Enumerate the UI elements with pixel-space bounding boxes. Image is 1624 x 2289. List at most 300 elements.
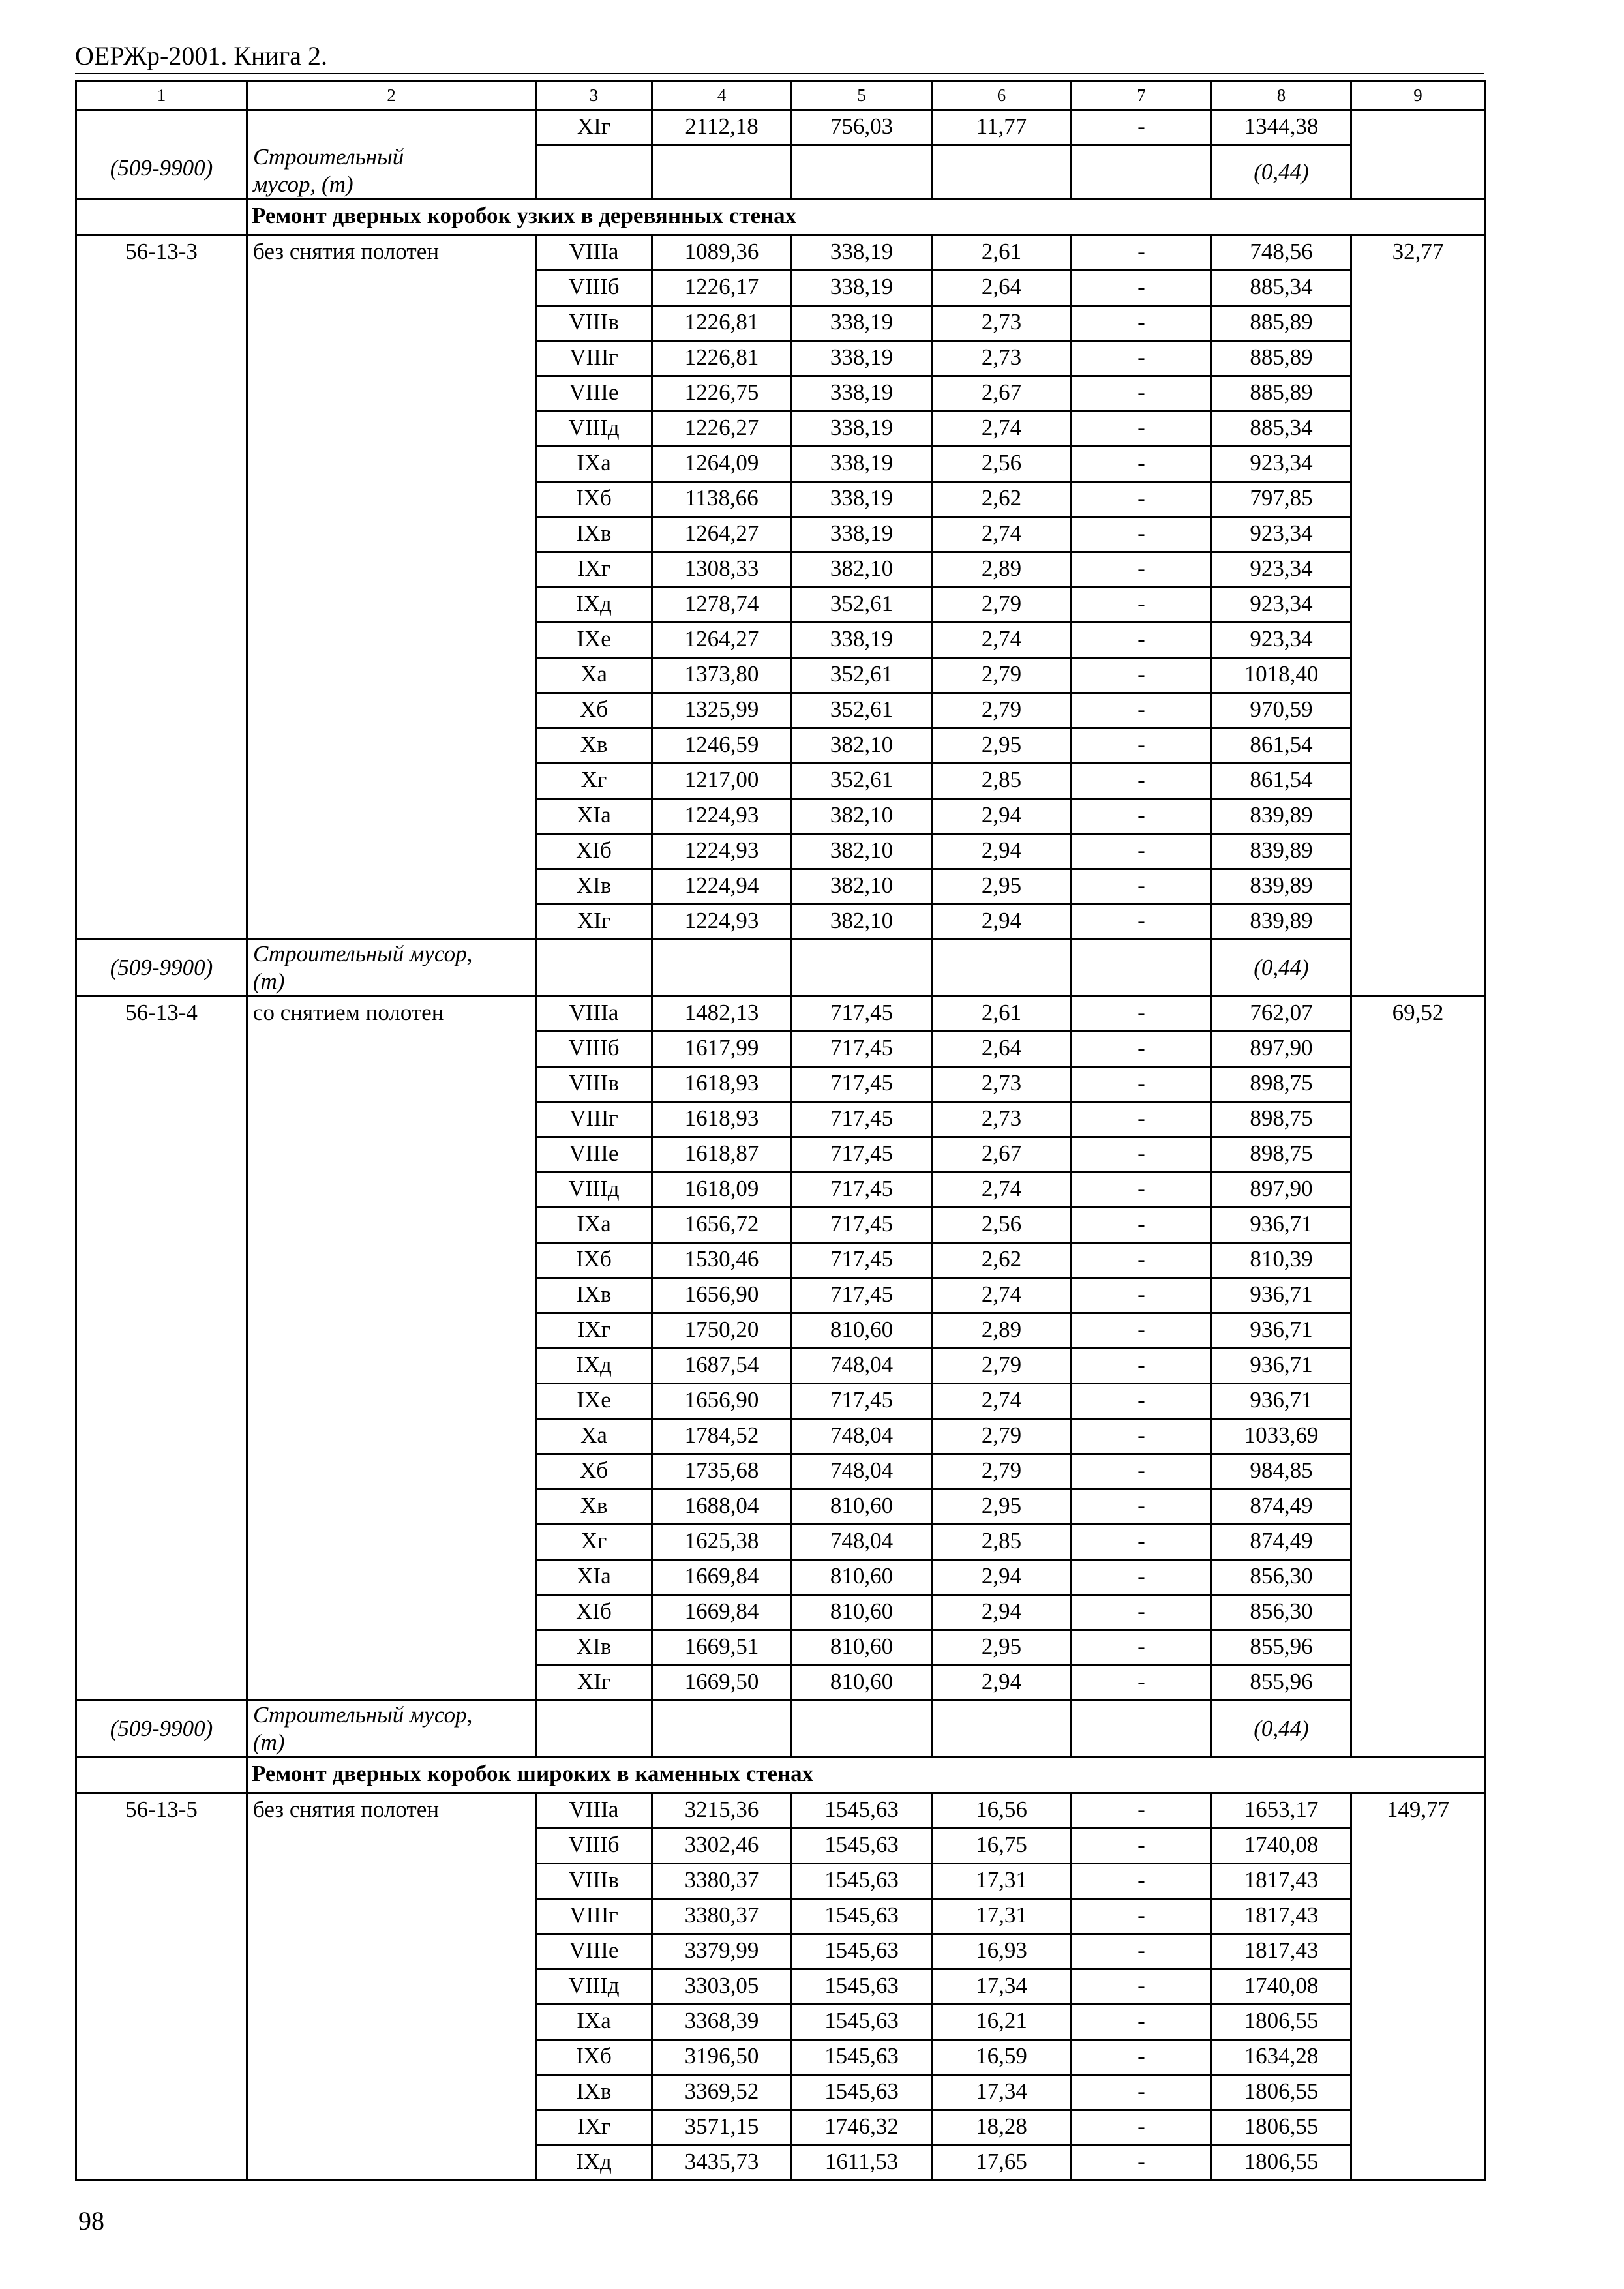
value-cell: - — [1072, 1384, 1212, 1419]
value-cell: 1806,55 — [1212, 2110, 1351, 2146]
value-cell: 1735,68 — [652, 1454, 792, 1489]
value-cell: 17,34 — [932, 2075, 1072, 2110]
value-cell: 3369,52 — [652, 2075, 792, 2110]
value-cell: 923,34 — [1212, 623, 1351, 658]
value-cell — [1072, 940, 1212, 996]
value-cell: 923,34 — [1212, 588, 1351, 623]
value-cell: - — [1072, 1489, 1212, 1525]
zone-cell: IXв — [536, 2075, 652, 2110]
value-cell: 1545,63 — [792, 1969, 932, 2005]
waste-row — [76, 940, 1485, 996]
zone-cell: Xа — [536, 1419, 652, 1454]
value-cell: 839,89 — [1212, 869, 1351, 905]
value-cell: 897,90 — [1212, 1032, 1351, 1067]
value-cell: 16,56 — [932, 1793, 1072, 1829]
value-cell: 352,61 — [792, 693, 932, 728]
value-cell: 338,19 — [792, 447, 932, 482]
waste-code: (509-9900) — [76, 940, 247, 996]
value-cell: 2112,18 — [652, 110, 792, 145]
value-cell: 17,34 — [932, 1969, 1072, 2005]
value-cell: - — [1072, 376, 1212, 411]
value-cell — [932, 940, 1072, 996]
value-cell: 2,61 — [932, 235, 1072, 271]
value-cell: 1656,90 — [652, 1384, 792, 1419]
value-cell: 1656,90 — [652, 1278, 792, 1313]
value-cell: 936,71 — [1212, 1313, 1351, 1349]
value-cell: 2,94 — [932, 799, 1072, 834]
value-cell: 2,61 — [932, 996, 1072, 1032]
zone-cell: Xг — [536, 1525, 652, 1560]
value-cell: 885,89 — [1212, 341, 1351, 376]
value-cell: 839,89 — [1212, 799, 1351, 834]
value-cell: 839,89 — [1212, 905, 1351, 940]
value-cell: 1482,13 — [652, 996, 792, 1032]
value-cell: - — [1072, 482, 1212, 517]
value-cell: 2,73 — [932, 341, 1072, 376]
value-cell: 2,73 — [932, 1067, 1072, 1102]
value-cell: 1750,20 — [652, 1313, 792, 1349]
value-cell: 1226,27 — [652, 411, 792, 447]
value-cell: 16,21 — [932, 2005, 1072, 2040]
value-cell: 1618,09 — [652, 1173, 792, 1208]
rate-description: без снятия полотен — [247, 235, 536, 940]
value-cell: 885,89 — [1212, 306, 1351, 341]
value-cell: 810,60 — [792, 1595, 932, 1630]
value-cell: 3302,46 — [652, 1829, 792, 1864]
value-cell: - — [1072, 693, 1212, 728]
zone-cell: VIIIв — [536, 306, 652, 341]
value-cell: 810,60 — [792, 1560, 932, 1595]
value-cell: 382,10 — [792, 728, 932, 764]
rate-description: без снятия полотен — [247, 1793, 536, 2181]
value-cell: 1530,46 — [652, 1243, 792, 1278]
price-cell-empty — [1351, 110, 1485, 200]
value-cell: 936,71 — [1212, 1384, 1351, 1419]
value-cell — [652, 940, 792, 996]
value-cell: 2,79 — [932, 1349, 1072, 1384]
value-cell: 2,67 — [932, 1137, 1072, 1173]
value-cell: 1634,28 — [1212, 2040, 1351, 2075]
value-cell: 2,56 — [932, 447, 1072, 482]
value-cell: 1669,84 — [652, 1595, 792, 1630]
value-cell: 1545,63 — [792, 1864, 932, 1899]
value-cell: 2,73 — [932, 306, 1072, 341]
zone-cell: VIIIе — [536, 376, 652, 411]
header-rule — [75, 73, 1484, 74]
value-cell: 856,30 — [1212, 1560, 1351, 1595]
value-cell: 17,31 — [932, 1864, 1072, 1899]
value-cell: 2,74 — [932, 1384, 1072, 1419]
zone-cell: IXв — [536, 1278, 652, 1313]
table-body — [76, 81, 1485, 2181]
value-cell: 797,85 — [1212, 482, 1351, 517]
value-cell: 762,07 — [1212, 996, 1351, 1032]
value-cell: - — [1072, 1525, 1212, 1560]
value-cell: 352,61 — [792, 588, 932, 623]
value-cell: 861,54 — [1212, 764, 1351, 799]
waste-name: Строительный мусор, (т) — [247, 1701, 536, 1758]
value-cell: - — [1072, 1969, 1212, 2005]
value-cell: - — [1072, 1666, 1212, 1701]
column-number: 8 — [1212, 81, 1351, 110]
value-cell: 2,85 — [932, 764, 1072, 799]
value-cell: 2,56 — [932, 1208, 1072, 1243]
value-cell: 2,64 — [932, 1032, 1072, 1067]
value-cell: 382,10 — [792, 552, 932, 588]
zone-cell: VIIIв — [536, 1864, 652, 1899]
value-cell: 855,96 — [1212, 1666, 1351, 1701]
value-cell: - — [1072, 1173, 1212, 1208]
value-cell: 2,89 — [932, 552, 1072, 588]
value-cell: - — [1072, 905, 1212, 940]
value-cell: 2,94 — [932, 834, 1072, 869]
value-cell: 17,31 — [932, 1899, 1072, 1934]
value-cell: - — [1072, 1243, 1212, 1278]
value-cell: - — [1072, 869, 1212, 905]
table-row — [76, 235, 1485, 271]
value-cell: 717,45 — [792, 1384, 932, 1419]
value-cell — [932, 145, 1072, 200]
value-cell: 382,10 — [792, 834, 932, 869]
value-cell: 338,19 — [792, 482, 932, 517]
value-cell: 16,75 — [932, 1829, 1072, 1864]
rate-code: 56-13-3 — [76, 235, 247, 940]
value-cell: 2,67 — [932, 376, 1072, 411]
zone-cell: VIIIб — [536, 1829, 652, 1864]
zone-cell: VIIIе — [536, 1137, 652, 1173]
zone-cell: IXд — [536, 588, 652, 623]
column-number: 3 — [536, 81, 652, 110]
value-cell: 748,04 — [792, 1419, 932, 1454]
value-cell: 338,19 — [792, 411, 932, 447]
value-cell: 885,34 — [1212, 271, 1351, 306]
zone-cell: IXа — [536, 2005, 652, 2040]
value-cell: 984,85 — [1212, 1454, 1351, 1489]
value-cell: 2,89 — [932, 1313, 1072, 1349]
value-cell: 3435,73 — [652, 2146, 792, 2181]
value-cell: 748,56 — [1212, 235, 1351, 271]
value-cell: - — [1072, 1102, 1212, 1137]
value-cell: 2,95 — [932, 1630, 1072, 1666]
value-cell: 1618,93 — [652, 1102, 792, 1137]
value-cell: 1817,43 — [1212, 1864, 1351, 1899]
section-title: Ремонт дверных коробок широких в каменных стенах — [247, 1758, 1485, 1793]
value-cell: 3215,36 — [652, 1793, 792, 1829]
value-cell: 1740,08 — [1212, 1829, 1351, 1864]
price-cell: 149,77 — [1351, 1793, 1485, 2181]
value-cell: 923,34 — [1212, 552, 1351, 588]
zone-cell: XIв — [536, 1630, 652, 1666]
value-cell: - — [1072, 411, 1212, 447]
value-cell: - — [1072, 1313, 1212, 1349]
section-spacer — [76, 1758, 247, 1793]
value-cell: 352,61 — [792, 764, 932, 799]
value-cell: 1226,81 — [652, 341, 792, 376]
zone-cell: Xв — [536, 1489, 652, 1525]
value-cell: 2,62 — [932, 1243, 1072, 1278]
value-cell: 2,94 — [932, 905, 1072, 940]
value-cell: 11,77 — [932, 110, 1072, 145]
value-cell: - — [1072, 588, 1212, 623]
value-cell: 717,45 — [792, 1032, 932, 1067]
value-cell: - — [1072, 306, 1212, 341]
value-cell: 1264,27 — [652, 623, 792, 658]
code-cell-empty — [76, 110, 247, 200]
value-cell: 1033,69 — [1212, 1419, 1351, 1454]
value-cell: - — [1072, 1595, 1212, 1630]
zone-cell: VIIIд — [536, 411, 652, 447]
column-number: 6 — [932, 81, 1072, 110]
value-cell: 1611,53 — [792, 2146, 932, 2181]
value-cell: 352,61 — [792, 658, 932, 693]
zone-cell: VIIIб — [536, 1032, 652, 1067]
waste-code: (509-9900) — [76, 1701, 247, 1758]
value-cell: - — [1072, 1032, 1212, 1067]
value-cell — [792, 145, 932, 200]
desc-cell-empty — [247, 110, 536, 200]
value-cell: 1226,17 — [652, 271, 792, 306]
value-cell: - — [1072, 1454, 1212, 1489]
column-number: 4 — [652, 81, 792, 110]
value-cell: - — [1072, 1137, 1212, 1173]
value-cell: - — [1072, 1793, 1212, 1829]
zone-cell: VIIIа — [536, 235, 652, 271]
value-cell: 2,73 — [932, 1102, 1072, 1137]
zone-cell: IXа — [536, 1208, 652, 1243]
value-cell: 2,74 — [932, 1278, 1072, 1313]
zone-cell: IXг — [536, 2110, 652, 2146]
value-cell: 1687,54 — [652, 1349, 792, 1384]
value-cell: - — [1072, 1934, 1212, 1969]
value-cell: - — [1072, 834, 1212, 869]
value-cell: 1278,74 — [652, 588, 792, 623]
zone-cell: XIг — [536, 1666, 652, 1701]
waste-value: (0,44) — [1212, 145, 1351, 200]
value-cell: 810,60 — [792, 1666, 932, 1701]
value-cell: 885,34 — [1212, 411, 1351, 447]
zone-cell: IXд — [536, 2146, 652, 2181]
value-cell: 810,60 — [792, 1489, 932, 1525]
value-cell: 1817,43 — [1212, 1934, 1351, 1969]
zone-cell: VIIIе — [536, 1934, 652, 1969]
value-cell: 756,03 — [792, 110, 932, 145]
value-cell: 1545,63 — [792, 1829, 932, 1864]
price-cell: 32,77 — [1351, 235, 1485, 996]
waste-value: (0,44) — [1212, 940, 1351, 996]
value-cell: 2,64 — [932, 271, 1072, 306]
value-cell: - — [1072, 623, 1212, 658]
value-cell: 748,04 — [792, 1525, 932, 1560]
value-cell: 1308,33 — [652, 552, 792, 588]
value-cell: 810,60 — [792, 1630, 932, 1666]
waste-row — [76, 1701, 1485, 1758]
value-cell: 1545,63 — [792, 1934, 932, 1969]
value-cell: 1669,51 — [652, 1630, 792, 1666]
value-cell: 1224,93 — [652, 905, 792, 940]
value-cell: 898,75 — [1212, 1067, 1351, 1102]
value-cell: 1373,80 — [652, 658, 792, 693]
value-cell: 1669,50 — [652, 1666, 792, 1701]
value-cell: 338,19 — [792, 517, 932, 552]
value-cell: 338,19 — [792, 623, 932, 658]
value-cell: 2,94 — [932, 1560, 1072, 1595]
table-row — [76, 1793, 1485, 1829]
value-cell: 1669,84 — [652, 1560, 792, 1595]
value-cell: 2,95 — [932, 869, 1072, 905]
value-cell: - — [1072, 341, 1212, 376]
value-cell: - — [1072, 1349, 1212, 1384]
zone-cell: VIIIа — [536, 996, 652, 1032]
value-cell: 2,79 — [932, 1454, 1072, 1489]
value-cell: 2,74 — [932, 1173, 1072, 1208]
value-cell: 1545,63 — [792, 1793, 932, 1829]
zone-cell: IXб — [536, 2040, 652, 2075]
rates-table — [75, 80, 1486, 2181]
value-cell: 338,19 — [792, 306, 932, 341]
value-cell: 1545,63 — [792, 2005, 932, 2040]
value-cell: 2,95 — [932, 1489, 1072, 1525]
value-cell: 1784,52 — [652, 1419, 792, 1454]
value-cell: 1740,08 — [1212, 1969, 1351, 2005]
rate-description: со снятием полотен — [247, 996, 536, 1701]
value-cell: 338,19 — [792, 271, 932, 306]
value-cell: 3368,39 — [652, 2005, 792, 2040]
value-cell: 717,45 — [792, 1243, 932, 1278]
value-cell: - — [1072, 1208, 1212, 1243]
value-cell: 382,10 — [792, 905, 932, 940]
waste-name: Строительный мусор, (т) — [253, 144, 404, 197]
zone-cell: Xв — [536, 728, 652, 764]
column-number: 1 — [76, 81, 247, 110]
value-cell: 1226,81 — [652, 306, 792, 341]
value-cell: 1817,43 — [1212, 1899, 1351, 1934]
value-cell: 1224,93 — [652, 834, 792, 869]
price-cell: 69,52 — [1351, 996, 1485, 1758]
section-row — [76, 200, 1485, 235]
section-spacer — [76, 200, 247, 235]
value-cell: 338,19 — [792, 376, 932, 411]
value-cell: 717,45 — [792, 1067, 932, 1102]
zone-cell: IXа — [536, 447, 652, 482]
zone-cell: IXе — [536, 623, 652, 658]
value-cell: 1264,09 — [652, 447, 792, 482]
value-cell: 748,04 — [792, 1349, 932, 1384]
waste-value: (0,44) — [1212, 1701, 1351, 1758]
value-cell: - — [1072, 728, 1212, 764]
value-cell: - — [1072, 764, 1212, 799]
value-cell: 1018,40 — [1212, 658, 1351, 693]
value-cell: 1224,93 — [652, 799, 792, 834]
column-number-row — [76, 81, 1485, 110]
value-cell: 717,45 — [792, 1208, 932, 1243]
waste-name: Строительный мусор, (т) — [247, 940, 536, 996]
zone-cell: VIIIг — [536, 1102, 652, 1137]
value-cell: 1746,32 — [792, 2110, 932, 2146]
value-cell: 1806,55 — [1212, 2005, 1351, 2040]
column-number: 2 — [247, 81, 536, 110]
value-cell: 382,10 — [792, 869, 932, 905]
zone-cell: IXв — [536, 517, 652, 552]
value-cell: 1806,55 — [1212, 2146, 1351, 2181]
value-cell: 1089,36 — [652, 235, 792, 271]
value-cell: 810,60 — [792, 1313, 932, 1349]
value-cell: 2,74 — [932, 517, 1072, 552]
zone-cell: IXб — [536, 482, 652, 517]
column-number: 9 — [1351, 81, 1485, 110]
column-number: 7 — [1072, 81, 1212, 110]
value-cell — [652, 145, 792, 200]
value-cell: - — [1072, 110, 1212, 145]
value-cell: 338,19 — [792, 341, 932, 376]
value-cell: - — [1072, 1560, 1212, 1595]
column-number: 5 — [792, 81, 932, 110]
value-cell: 1138,66 — [652, 482, 792, 517]
value-cell — [1072, 145, 1212, 200]
zone-cell: IXб — [536, 1243, 652, 1278]
value-cell: 1545,63 — [792, 2040, 932, 2075]
value-cell: 874,49 — [1212, 1489, 1351, 1525]
value-cell: 748,04 — [792, 1454, 932, 1489]
zone-cell — [536, 145, 652, 200]
section-title: Ремонт дверных коробок узких в деревянных стенах — [247, 200, 1485, 235]
value-cell — [792, 940, 932, 996]
zone-cell: VIIIд — [536, 1969, 652, 2005]
value-cell: 18,28 — [932, 2110, 1072, 2146]
value-cell: 898,75 — [1212, 1137, 1351, 1173]
value-cell: 717,45 — [792, 1278, 932, 1313]
value-cell: 3380,37 — [652, 1899, 792, 1934]
value-cell: 1617,99 — [652, 1032, 792, 1067]
value-cell: 2,85 — [932, 1525, 1072, 1560]
value-cell: 839,89 — [1212, 834, 1351, 869]
value-cell: 970,59 — [1212, 693, 1351, 728]
value-cell: - — [1072, 1864, 1212, 1899]
value-cell: 3303,05 — [652, 1969, 792, 2005]
value-cell: 338,19 — [792, 235, 932, 271]
rate-code: 56-13-5 — [76, 1793, 247, 2181]
value-cell: 382,10 — [792, 799, 932, 834]
value-cell: 861,54 — [1212, 728, 1351, 764]
value-cell: 1618,87 — [652, 1137, 792, 1173]
value-cell: 3379,99 — [652, 1934, 792, 1969]
zone-cell: IXе — [536, 1384, 652, 1419]
value-cell: 3571,15 — [652, 2110, 792, 2146]
table-row — [76, 996, 1485, 1032]
value-cell: 856,30 — [1212, 1595, 1351, 1630]
table-row — [76, 110, 1485, 145]
value-cell: - — [1072, 271, 1212, 306]
value-cell: 855,96 — [1212, 1630, 1351, 1666]
value-cell: 2,94 — [932, 1595, 1072, 1630]
value-cell: 923,34 — [1212, 447, 1351, 482]
value-cell: - — [1072, 1419, 1212, 1454]
zone-cell: VIIIа — [536, 1793, 652, 1829]
value-cell: 1656,72 — [652, 1208, 792, 1243]
value-cell: 717,45 — [792, 996, 932, 1032]
zone-cell: VIIIв — [536, 1067, 652, 1102]
value-cell: 1653,17 — [1212, 1793, 1351, 1829]
value-cell: 923,34 — [1212, 517, 1351, 552]
value-cell: 2,79 — [932, 693, 1072, 728]
rate-code: 56-13-4 — [76, 996, 247, 1701]
value-cell: 16,59 — [932, 2040, 1072, 2075]
page-header-title: ОЕРЖр-2001. Книга 2. — [75, 41, 327, 70]
zone-cell: VIIIг — [536, 1899, 652, 1934]
value-cell: - — [1072, 1067, 1212, 1102]
zone-cell: Xб — [536, 693, 652, 728]
value-cell: 1264,27 — [652, 517, 792, 552]
zone-cell: VIIIб — [536, 271, 652, 306]
